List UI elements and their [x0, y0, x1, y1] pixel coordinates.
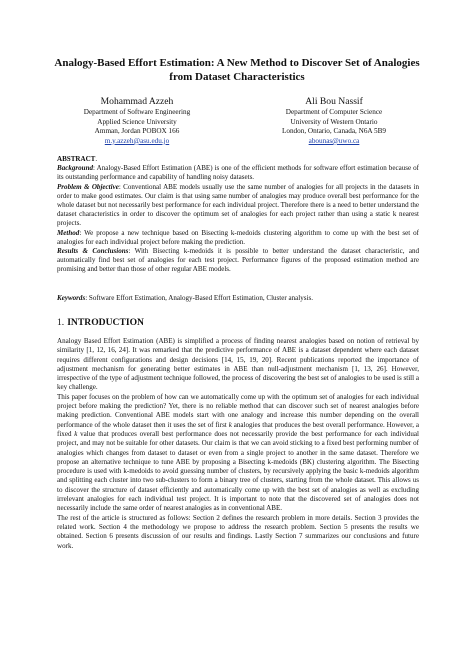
paper-title [40, 56, 434, 84]
paragraph: The rest of the article is structured as follows: Section 2 defines the research problem in more details. Section 3 provides the related work. Section 4 the methodology we propose to address the research problem. Section 5 presents the results we obtained. Section 6 presents discussion of our results and findings. Lastly Section 7 summarizes our conclusions and future work. [57, 513, 419, 550]
author-name: Mohammad Azzeh [100, 96, 174, 107]
abstract-method-label: Method [57, 228, 80, 237]
keywords-label: Keywords [57, 294, 86, 302]
abstract-method [57, 229, 419, 247]
author-email-link[interactable]: m.y.azzeh@asu.edu.jo [104, 136, 170, 145]
author-organization: Applied Science University [97, 117, 177, 126]
abstract-heading-period: . [95, 155, 98, 163]
abstract [57, 155, 419, 275]
abstract-results-label: Results & Conclusions [57, 247, 129, 256]
paragraph-text: value that produces overall best performance does not necessarily provide the best performance for each individual project, and may not be suitable for other datasets. Our claim is that we can avoid sticking to a fixed best performing number of analogies which changes from dataset to dataset or even from a single project to another in the same dataset. Therefore we propose an alternative technique to tune ABE by proposing a Bisecting k-medoids (BK) clustering algorithm. The Bisecting procedure is used with k-medoids to avoid guessing number of clusters, by recursively applying the basic k-medoids algorithm and splitting each cluster into two sub-clusters to form a binary tree of clusters, starting from the whole dataset. This allows us to discover the structure of dataset efficiently and automatically come up with the best set of analogies as well as excluding irrelevant analogies for each individual test project. It is important to note that the discovered set of analogies does not necessarily include the same order of nearest analogies as in conventional ABE. [57, 429, 419, 513]
author-address: Amman, Jordan POBOX 166 [94, 127, 180, 136]
author-department: Department of Software Engineering [83, 108, 191, 116]
section-number: 1. [57, 317, 65, 328]
section-title: INTRODUCTION [67, 317, 144, 328]
introduction-body [57, 337, 419, 551]
variable-k: k [228, 420, 232, 429]
abstract-heading: ABSTRACT [57, 155, 96, 163]
abstract-results-text: : With Bisecting k-medoids it is possible to better understand the dataset characteristic, and automatically find best set of analogies for each test project. Performance figures of the proposed estimation method are promising and better than those of other regular ABE models. [57, 247, 420, 274]
author-department: Department of Computer Science [285, 108, 383, 116]
abstract-problem-text: : Conventional ABE models usually use the same number of analogies for all projects in the datasets in order to make good estimates. Our claim is that using same number of analogies may produce overall best performance for the whole dataset but not necessarily best performance for each individual project. Therefore there is a need to better understand the dataset characteristics in order to discover the optimum set of analogies for each project rather than using a static k nearest projects. [57, 182, 419, 228]
title-line-1: Analogy-Based Effort Estimation: A New Method to Discover Set of Analogies [54, 57, 420, 69]
keywords-text: : Software Effort Estimation, Analogy-Based Effort Estimation, Cluster analysis. [85, 294, 313, 302]
title-line-2: from Dataset Characteristics [169, 71, 305, 83]
abstract-problem-label: Problem & Objective [57, 182, 119, 191]
abstract-method-text: : We propose a new technique based on Bisecting k-medoids clustering algorithm to come up with the best set of analogies for each individual project before making the prediction. [57, 228, 419, 246]
author-address: London, Ontario, Canada, N6A 5B9 [281, 127, 386, 136]
abstract-background [57, 164, 419, 182]
author-email-link[interactable]: abounas@uwo.ca [308, 136, 360, 145]
abstract-background-label: Background [57, 164, 94, 173]
author-block-1 [56, 95, 218, 146]
author-block-2 [250, 95, 418, 146]
paragraph [57, 393, 419, 514]
paragraph-text: This paper focuses on the problem of how can we automatically come up with the optimum set of analogies for each individual project before making the prediction? Yet, there is no reliable method that can discover such set of nearest analogies before making prediction. Conventional ABE models start with one analogy and increase this number depending on the overall performance of the whole dataset then it uses the set of first [57, 392, 419, 429]
author-organization: University of Western Ontario [290, 117, 378, 126]
section-heading [57, 317, 144, 328]
paragraph: Analogy Based Effort Estimation (ABE) is simplified a process of finding nearest analogies based on notion of retrieval by similarity [1, 12, 16, 24]. It was remarked that the predictive performance of ABE is a dataset dependent where each dataset requires different configurations and design decisions [14, 15, 19, 20]. Recent publications reported the importance of adjustment mechanism for generating better estimates in ABE than null-adjustment mechanism [1, 13, 26]. However, irrespective of the type of adjustment technique followed, the process of discovering the best set of analogies to be used is still a key challenge. [57, 337, 419, 392]
keywords [57, 294, 419, 303]
abstract-heading-line [57, 155, 419, 164]
paragraph-text: analogies that produces the best overall performance. However, a fixed [57, 420, 419, 438]
variable-k: k [74, 429, 78, 438]
abstract-problem [57, 183, 419, 229]
abstract-background-text: : Analogy-Based Effort Estimation (ABE) is one of the efficient methods for software effort estimation because of its outstanding performance and capability of handling noisy datasets. [57, 164, 419, 182]
abstract-results [57, 247, 419, 275]
author-name: Ali Bou Nassif [305, 96, 363, 107]
